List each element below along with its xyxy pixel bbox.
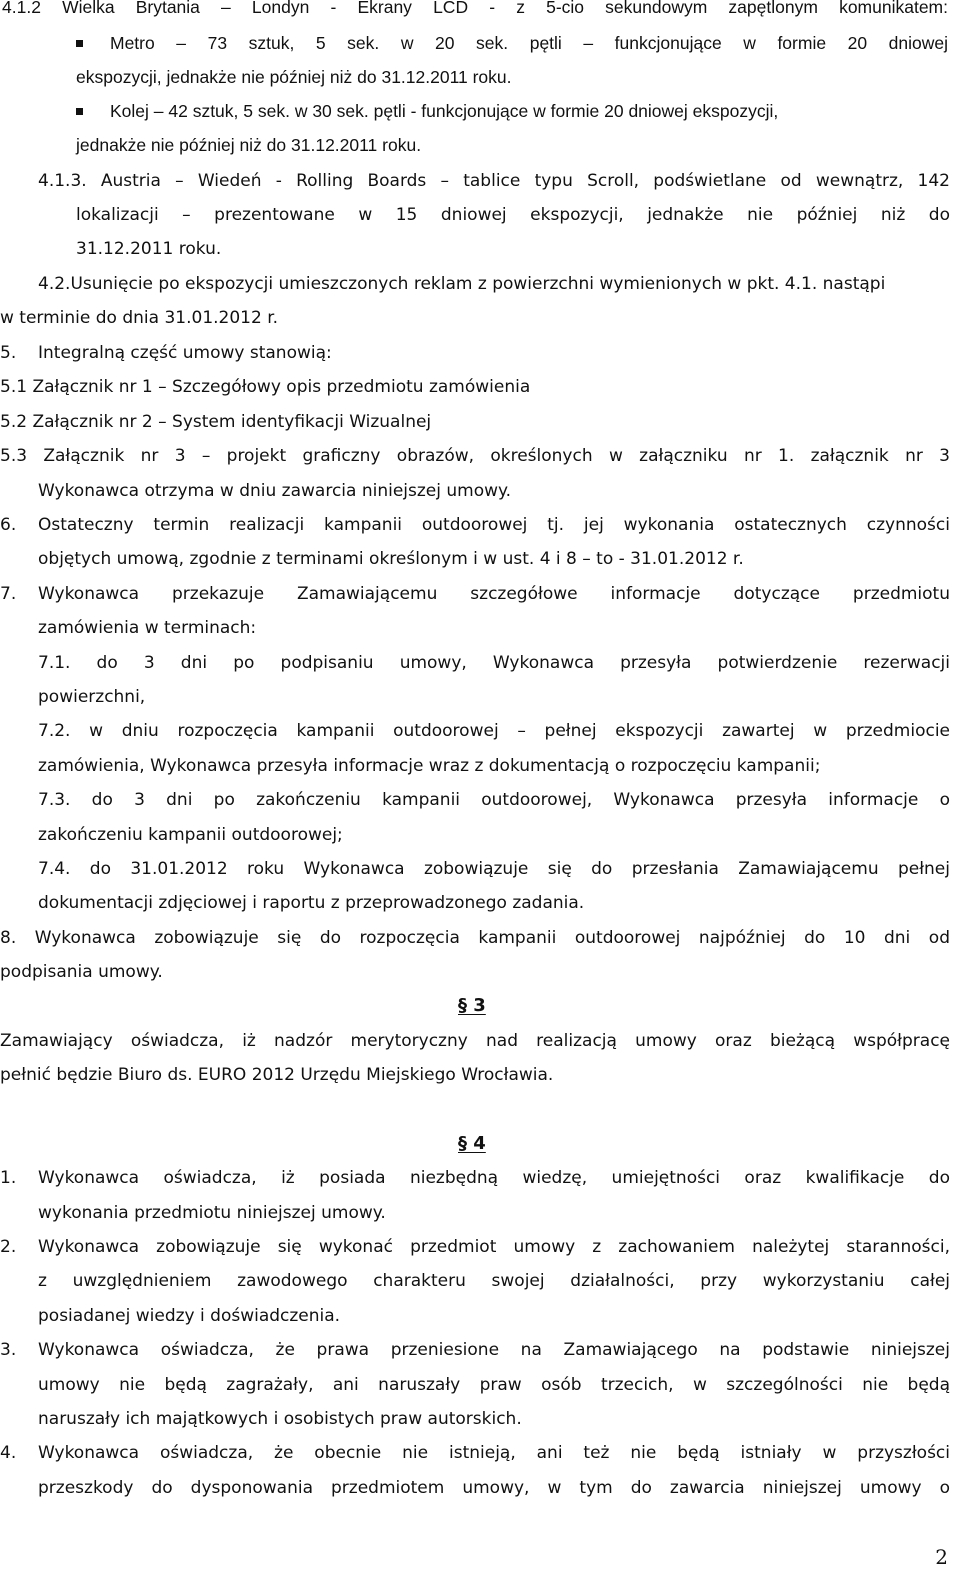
line-5-1: 5.1 Załącznik nr 1 – Szczegółowy opis przedmiotu zamówienia [0, 377, 531, 397]
line-4-4-cont: przeszkody do dysponowania przedmiotem umowy, w tym do zawarcia niniejszej umowy o [38, 1478, 950, 1498]
line-5: Integralną część umowy stanowią: [38, 343, 332, 363]
line-7-4: 7.4. do 31.01.2012 roku Wykonawca zobowiązuje się do przesłania Zamawiającemu pełnej [38, 859, 950, 879]
section-4-heading: § 4 [458, 1133, 486, 1154]
line-5-3-cont: Wykonawca otrzyma w dniu zawarcia niniejszej umowy. [38, 481, 512, 501]
line-4-2b-end: posiadanej wiedzy i doświadczenia. [38, 1306, 341, 1326]
line-4-2-cont: w terminie do dnia 31.01.2012 r. [0, 308, 279, 328]
line-4-2b-cont: z uwzględnieniem zawodowego charakteru swojej działalności, przy wykorzystaniu całej [38, 1271, 950, 1291]
line-7-cont: zamówienia w terminach: [38, 618, 257, 638]
item-number: 5. [0, 343, 17, 363]
line-4-1-3-end: 31.12.2011 roku. [76, 239, 222, 259]
line-4-1-3-cont: lokalizacji – prezentowane w 15 dniowej ekspozycji, jednakże nie później niż do [76, 205, 950, 225]
line-7-2: 7.2. w dniu rozpoczęcia kampanii outdoorowej – pełnej ekspozycji zawartej w przedmiocie [38, 721, 950, 741]
page-number: 2 [935, 1545, 948, 1569]
line-metro: Metro – 73 sztuk, 5 sek. w 20 sek. pętli – funkcjonujące w formie 20 dniowej [110, 33, 948, 53]
line-4-1: Wykonawca oświadcza, iż posiada niezbędną wiedzę, umiejętności oraz kwalifikacje do [38, 1168, 950, 1188]
section-3-heading: § 3 [458, 995, 486, 1016]
line-6: Ostateczny termin realizacji kampanii outdoorowej tj. jej wykonania ostatecznych czynności [38, 515, 950, 535]
item-number: 1. [0, 1168, 17, 1188]
line-8-cont: podpisania umowy. [0, 962, 163, 982]
line-kolej: Kolej – 42 sztuk, 5 sek. w 30 sek. pętli - funkcjonujące w formie 20 dniowej ekspozycji, [110, 101, 779, 121]
line-7-4-cont: dokumentacji zdjęciowej i raportu z przeprowadzonego zadania. [38, 893, 585, 913]
item-number: 6. [0, 515, 17, 535]
line-7: Wykonawca przekazuje Zamawiającemu szczegółowe informacje dotyczące przedmiotu [38, 584, 950, 604]
line-4-2b: Wykonawca zobowiązuje się wykonać przedmiot umowy z zachowaniem należytej staranności, [38, 1237, 950, 1257]
line-8: 8. Wykonawca zobowiązuje się do rozpoczęcia kampanii outdoorowej najpóźniej do 10 dni od [0, 928, 950, 948]
line-4-1-3: 4.1.3. Austria – Wiedeń - Rolling Boards – tablice typu Scroll, podświetlane od wewnątrz, 142 [38, 171, 950, 191]
line-7-3-cont: zakończeniu kampanii outdoorowej; [38, 825, 343, 845]
line-4-3: Wykonawca oświadcza, że prawa przeniesione na Zamawiającego na podstawie niniejszej [38, 1340, 950, 1360]
line-7-1: 7.1. do 3 dni po podpisaniu umowy, Wykonawca przesyła potwierdzenie rezerwacji [38, 653, 950, 673]
line-4-4: Wykonawca oświadcza, że obecnie nie istnieją, ani też nie będą istniały w przyszłości [38, 1443, 950, 1463]
line-4-2: 4.2.Usunięcie po ekspozycji umieszczonych reklam z powierzchni wymienionych w pkt. 4.1. nastąpi [38, 274, 886, 294]
bullet-icon [76, 108, 83, 115]
bullet-icon [76, 40, 83, 47]
line-4-1-2: 4.1.2 Wielka Brytania – Londyn - Ekrany LCD - z 5-cio sekundowym zapętlonym komunikatem: [2, 0, 948, 17]
item-number: 2. [0, 1237, 17, 1257]
item-number: 4. [0, 1443, 17, 1463]
line-sec3-cont: pełnić będzie Biuro ds. EURO 2012 Urzędu Miejskiego Wrocławia. [0, 1065, 554, 1085]
line-4-3-end: naruszały ich majątkowych i osobistych praw autorskich. [38, 1409, 522, 1429]
line-6-cont: objętych umową, zgodnie z terminami określonym i w ust. 4 i 8 – to - 31.01.2012 r. [38, 549, 744, 569]
line-metro-cont: ekspozycji, jednakże nie później niż do 31.12.2011 roku. [76, 67, 512, 87]
line-5-3: 5.3 Załącznik nr 3 – projekt graficzny obrazów, określonych w załączniku nr 1. załącznik nr 3 [0, 446, 950, 466]
line-7-1-cont: powierzchni, [38, 687, 146, 707]
line-5-2: 5.2 Załącznik nr 2 – System identyfikacji Wizualnej [0, 412, 432, 432]
item-number: 3. [0, 1340, 17, 1360]
line-sec3: Zamawiający oświadcza, iż nadzór merytoryczny nad realizacją umowy oraz bieżącą współpracę [0, 1031, 950, 1051]
line-kolej-cont: jednakże nie później niż do 31.12.2011 roku. [76, 135, 422, 155]
line-7-3: 7.3. do 3 dni po zakończeniu kampanii outdoorowej, Wykonawca przesyła informacje o [38, 790, 950, 810]
line-4-3-cont: umowy nie będą zagrażały, ani naruszały praw osób trzecich, w szczególności nie będą [38, 1375, 950, 1395]
item-number: 7. [0, 584, 17, 604]
line-4-1-cont: wykonania przedmiotu niniejszej umowy. [38, 1203, 386, 1223]
line-7-2-cont: zamówienia, Wykonawca przesyła informacje wraz z dokumentacją o rozpoczęciu kampanii; [38, 756, 821, 776]
